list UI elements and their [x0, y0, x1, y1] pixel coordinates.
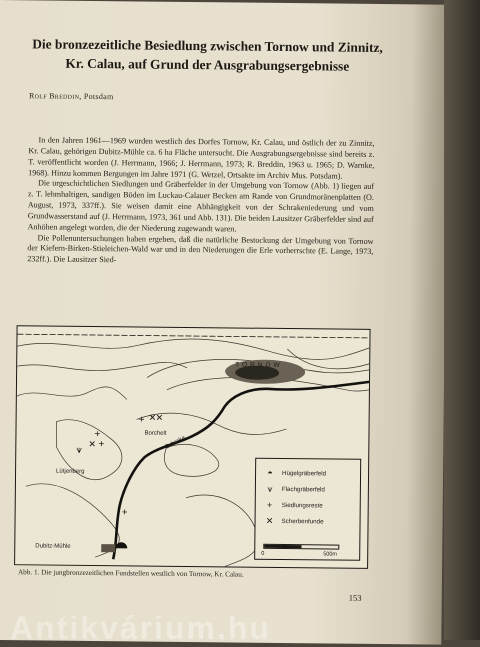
map-legend: [254, 458, 361, 561]
author-name: Rolf Breddin: [28, 91, 80, 101]
scale-start: 0: [261, 550, 265, 557]
cross-icon: +: [98, 439, 105, 451]
hill-grave-icon: [115, 542, 127, 548]
label-borchelt: Borchelt: [144, 430, 167, 437]
cross-icon: +: [138, 414, 145, 426]
author-line: [29, 91, 114, 101]
x-icon: ✕: [265, 515, 274, 526]
legend-row-flat-grave: [262, 483, 325, 496]
title-line-1: Die bronzezeitliche Besiedlung zwischen Tornow und Zinnitz,: [32, 36, 383, 56]
dubitz-hatched-area: [101, 544, 115, 552]
x-icon: ✕: [148, 412, 157, 423]
flat-grave-icon: ⩛: [267, 483, 273, 494]
x-icon: ✕: [155, 412, 164, 423]
legend-row-hill-grave: [262, 467, 326, 480]
watermark-text: Antikvárium.hu: [10, 610, 271, 646]
label-tornow: TORNOW: [235, 361, 283, 369]
paragraph-1: In den Jahren 1961—1969 wurden westlich des Dorfes Tornow, Kr. Calau, und östlich der zu Zinnitz, Kr. Calau, gehörigen Dubitz-Mühle ca. 6 ha Fläche untersucht. Die Ausgrabungsergebnisse sind bereits z. T. veröffentlicht worden (J. Herrmann, 1966; J. Herrmann, 1973; R. Breddin, 1963 u. 1965; D. Warnke, 1968). Hinzu kommen Bergungen im Jahre 1971 (G. Wetzel, Ortsakte im Archiv Mus. Potsdam).: [28, 135, 375, 181]
book-gutter: [444, 0, 480, 640]
label-luetjenberg: Lütjenberg: [56, 468, 85, 475]
x-icon: ✕: [88, 438, 96, 450]
title-line-2: Kr. Calau, auf Grund der Ausgrabungsergebnisse: [65, 55, 350, 74]
legend-label: Hügelgräberfeld: [282, 469, 327, 477]
scale-bar: [263, 544, 339, 550]
figure-caption: Abb. 1. Die jungbronzezeitlichen Fundstellen westlich von Tornow, Kr. Calau.: [17, 568, 244, 579]
legend-label: Flachgräberfeld: [281, 485, 325, 493]
scale-end: 500m: [323, 551, 338, 558]
legend-label: Scherbenfunde: [281, 517, 324, 525]
road-line: [18, 334, 370, 338]
author-place: , Potsdam: [79, 91, 114, 102]
cross-icon: +: [94, 429, 101, 441]
paragraph-3: Die Pollenuntersuchungen haben ergeben, daß die natürliche Bestockung der Umgebung von Tornow der Kiefern-Birken-Stieleichen-Wald war und in den Niederungen die Erle vorherrschte (E. Lange, 1973, 232ff.). Die Lausitzer Sied-: [27, 232, 374, 265]
legend-row-sherds: [261, 515, 323, 528]
flat-grave-icon: ⩛: [76, 444, 82, 456]
site-map: [14, 325, 370, 569]
article-title: [29, 34, 385, 76]
cross-icon: +: [267, 499, 273, 510]
page-number: 153: [348, 592, 362, 603]
article-body: [27, 135, 374, 269]
cross-icon: +: [121, 507, 128, 519]
legend-row-settlement: [262, 499, 323, 512]
paragraph-2: Die urgeschichtlichen Siedlungen und Gräberfelder in der Umgebung von Tornow (Abb. 1) liegen auf z. T. lehmhaltigen, sandigen Böden im Luckau-Calauer Becken am Rande von Grundmoränenplatten (O. August, 1973, 337ff.). Sie weisen damit eine Abhängigkeit von der Schrakeniederung und vom Grundwasserstand auf (J. Herrmann, 1973, 361 und Abb. 131). Die beiden Lausitzer Gräberfelder sind auf Anhöhen angelegt worden, die der Niederung zugewandt waren.: [27, 178, 375, 234]
label-dubitz-muehle: Dubitz-Mühle: [35, 543, 71, 550]
label-schrake: Schrake: [164, 435, 187, 451]
legend-label: Siedlungsreste: [281, 501, 323, 509]
hill-grave-icon: ◓: [267, 467, 273, 478]
